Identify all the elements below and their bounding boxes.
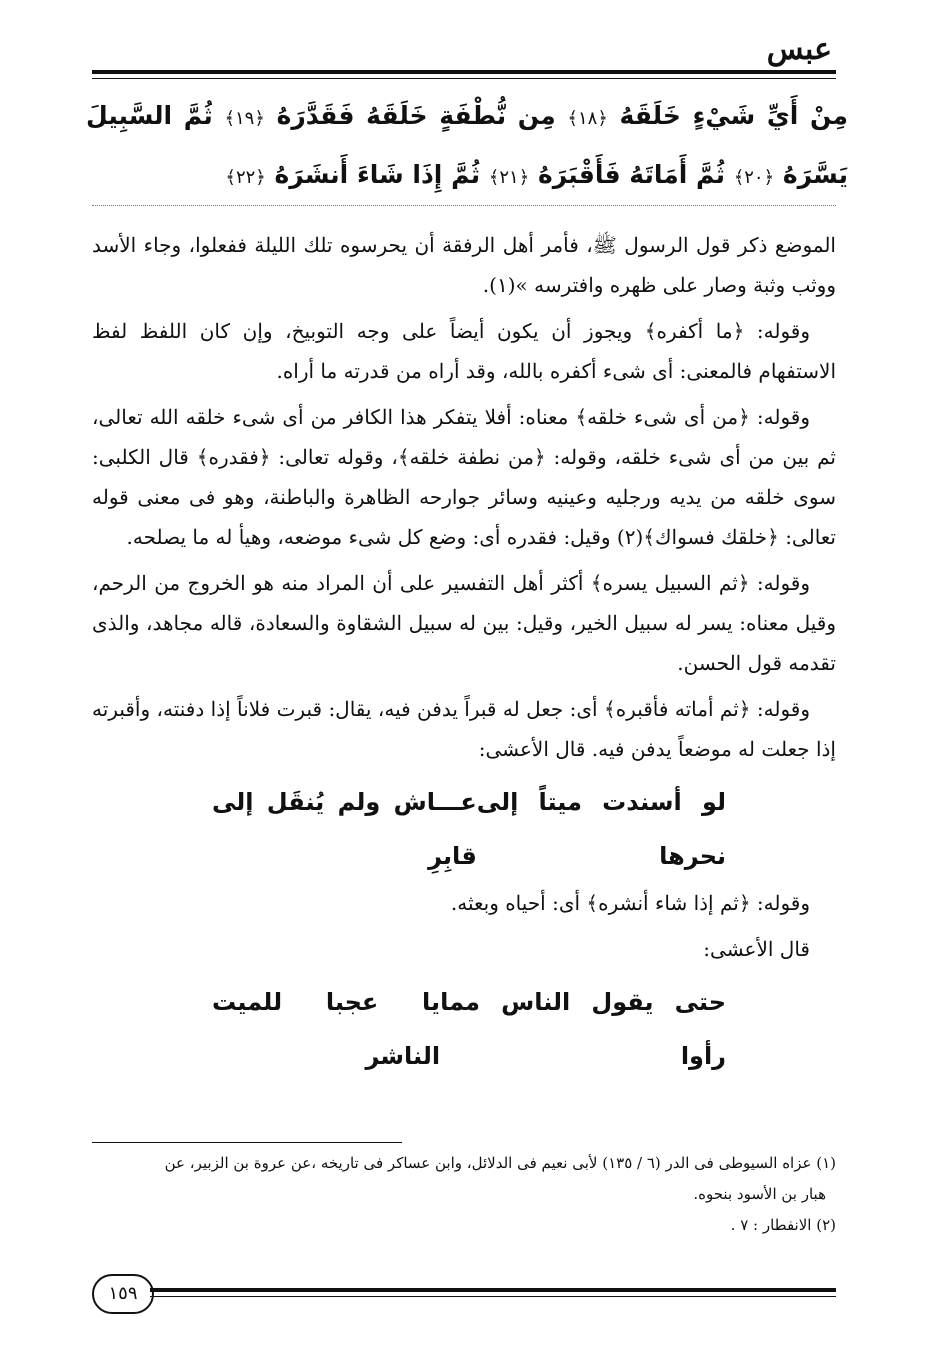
footnote-rule [92,1142,402,1143]
poem-1-second-hemistich: عـــاش ولم يُنقَل إلى قابِرِ [212,788,477,870]
footnotes [92,1148,836,1241]
ayah-20-text: ثُمَّ السَّبِيلَ يَسَّرَهُ [86,101,848,189]
footnote-1-continued: هبار بن الأسود بنحوه. [693,1185,826,1203]
poem-2-first-hemistich: حتى يقول الناس مما رأوا [440,988,726,1070]
paragraph-1: الموضع ذكر قول الرسول ﷺ، فأمر أهل الرفقة أن يحرسوه تلك الليلة ففعلوا، وجاء الأسد ووثب وثبة وصار على ظهره وافترسه »(١). [92,233,836,297]
footnote-1: (١) عزاه السيوطى فى الدر (٦ / ١٣٥) لأبى نعيم فى الدلائل، وابن عساكر فى تاريخه ،عن عروة بن الزبير، عن [164,1154,836,1172]
paragraph-6: وقوله: ﴿ثم إذا شاء أنشره﴾ أى: أحياه وبعثه. [450,891,810,915]
paragraph-3: وقوله: ﴿من أى شىء خلقه﴾ معناه: أفلا يتفكر هذا الكافر من أى شىء خلقه الله تعالى، ثم بين من أى شىء خلقه، وقوله: ﴿من نطفة خلقه﴾، وقوله تعالى: ﴿فقدره﴾ قال الكلبى: سوى خلقه من يديه ورجليه وعينيه وسائر جوارحه الظاهرة والباطنة، وهو فى معنى قوله تعالى: ﴿خلقك فسواك﴾(٢) وقيل: فقدره أى: وضع كل شىء موضعه، وهيأ له ما يصلحه. [92,405,836,549]
paragraph-5: وقوله: ﴿ثم أماته فأقبره﴾ أى: جعل له قبراً يدفن فيه، يقال: قبرت فلاناً إذا دفنته، وأقبرته إذا جعلت له موضعاً يدفن فيه. قال الأعشى: [92,697,836,761]
ayah-19-text: مِن نُّطْفَةٍ خَلَقَهُ فَقَدَّرَهُ [276,101,556,130]
header-rule-thin [92,78,836,79]
ayah-18-marker: ﴿١٨﴾ [567,108,608,129]
poem-2-second-hemistich: يا عجبا للميت الناشر [212,988,441,1070]
ayah-21-marker: ﴿٢١﴾ [488,167,530,188]
poem-verse-2 [212,975,726,1083]
ayah-22-marker: ﴿٢٢﴾ [225,167,266,188]
ayah-20-marker: ﴿٢٠﴾ [733,167,775,188]
quran-verses [86,88,848,206]
paragraph-2: وقوله: ﴿ما أكفره﴾ ويجوز أن يكون أيضاً على وجه التوبيخ، وإن كان اللفظ لفظ الاستفهام فالمعنى: أى شىء أكفره بالله، وقد أراه من قدرته ما أراه. [92,319,836,383]
verses-divider [92,205,836,206]
footer-rule-thin [150,1296,836,1297]
footer-rule-thick [150,1288,836,1292]
ayah-19-marker: ﴿١٩﴾ [224,108,265,129]
poem-verse-1 [212,775,726,883]
header-rule-thick [92,70,836,74]
footnote-2: (٢) الانفطار : ٧ . [730,1216,836,1234]
ayah-21-text: ثُمَّ أَمَاتَهُ فَأَقْبَرَهُ [537,160,725,189]
poem-1-first-hemistich: لو أسندت ميتاً إلى نحرها [476,788,726,870]
paragraph-7: قال الأعشى: [703,937,810,961]
paragraph-4: وقوله: ﴿ثم السبيل يسره﴾ أكثر أهل التفسير على أن المراد منه هو الخروج من الرحم، وقيل معناه: يسر له سبيل الخير، وقيل: بين له سبيل الشقاوة والسعادة، قاله مجاهد، والذى تقدمه قول الحسن. [92,571,836,675]
ayah-18-text: مِنْ أَيِّ شَيْءٍ خَلَقَهُ [619,101,848,130]
commentary-body [92,225,836,1083]
page-number: ١٥٩ [92,1274,154,1314]
ayah-22-text: ثُمَّ إِذَا شَاءَ أَنشَرَهُ [274,160,481,189]
surah-header: عبس [766,32,832,67]
